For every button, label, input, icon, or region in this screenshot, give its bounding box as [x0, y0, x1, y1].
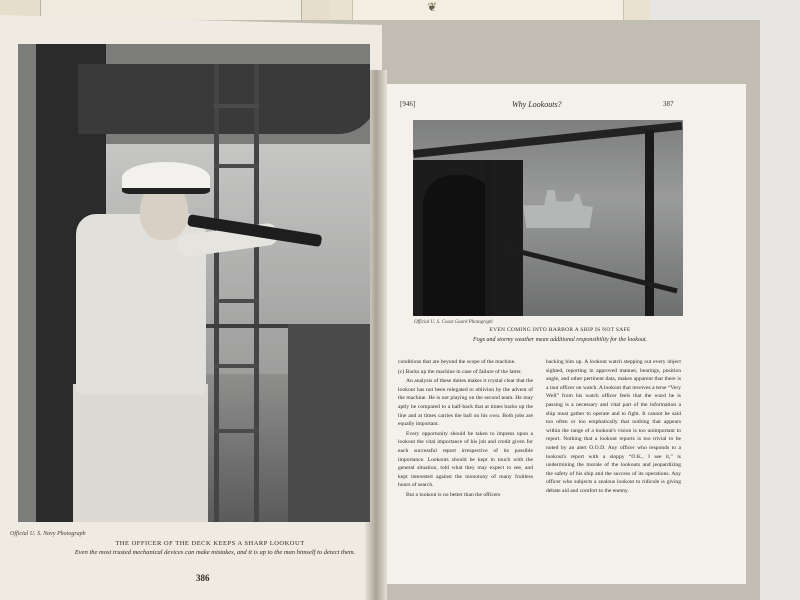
text-column-left [398, 358, 533, 501]
paragraph: An analysis of these duties makes it crystal clear that the lookout has not been relegated to oblivion by the advent of the machine. He is not playing on the second team. He may aptly be compared to a half-back that at times backs up the line and at times carries the ball on his own. Both jobs are equally important. [398, 378, 533, 428]
officer-legs [73, 384, 208, 522]
ladder-rung [214, 164, 259, 168]
deck-cabinet [288, 324, 370, 522]
ladder-rung [214, 299, 259, 303]
ship-photograph [413, 120, 683, 316]
left-caption-subtitle: Even the most trusted mechanical devices can make mistakes, and it is up to the man himself to detect them. [74, 549, 356, 556]
running-head-title: Why Lookouts? [512, 100, 562, 109]
photo-canopy [78, 64, 370, 134]
photo-lookout-figure [423, 175, 493, 316]
right-photo-credit: Official U. S. Coast Guard Photograph [414, 320, 493, 325]
officer-cap [122, 162, 210, 194]
running-head-year: [946] [400, 100, 416, 108]
right-page-number: 387 [663, 100, 674, 108]
ladder-rail [254, 64, 259, 522]
paragraph: But a lookout is no better than the officers [406, 491, 501, 498]
paragraph: Every opportunity should be taken to impress upon a lookout the vital importance of his job and credit given for each successful report irrespective of its possible importance. Lookouts should be kept in touch with the general situation, told what they may expect to see, and kept interested against the monotony of many fruitless hours of search. [398, 430, 533, 489]
right-caption-subtitle: Fogs and stormy weather mean additional responsibility for the lookout. [472, 337, 648, 343]
ornament-icon: ❦ [426, 0, 438, 14]
photo-post [645, 130, 654, 316]
photo-post [485, 160, 493, 316]
left-photo-credit: Official U. S. Navy Photograph [10, 531, 86, 537]
left-page-number: 386 [196, 573, 210, 583]
left-caption-title: THE OFFICER OF THE DECK KEEPS A SHARP LOOKOUT [115, 540, 305, 547]
paragraph: (c) Backs up the machine in case of failure of the latter. [398, 368, 522, 375]
ladder-rung [214, 429, 259, 433]
ladder-rail [214, 64, 219, 522]
photo-ship [523, 190, 593, 228]
paragraph: conditions that are beyond the scope of the machine. [398, 359, 516, 365]
ladder-rung [214, 104, 259, 108]
ladder-rung [214, 364, 259, 368]
paragraph: backing him up. A lookout watch stepping out every object sighted, reporting in approved manner, bearings, position angle, and other pertinent data, makes apparent that there is a taut officer on watch. A lookout that receives a terse “Very Well” from his watch officer feels that the word he is passing is a necessary and vital part of the information a ship must gather to operate and to fight. It cannot be said too often or too emphatically that nothing that appears within the range of a lookout's vision is too unimportant to report. Nothing that a lookout reports is too trivial to be noted by an alert O.O.D. Any officer who responds to a lookout's report with a sloppy “O.K., I see it,” is undermining the morale of the lookouts and jeopardizing the safety of his ship and the success of its operations. Any officer who subjects a zealous lookout to ridicule is giving debate aid and comfort to the enemy. [546, 359, 681, 494]
right-caption-title: EVEN COMING INTO HARBOR A SHIP IS NOT SAFE [489, 327, 631, 333]
officer-photograph [18, 44, 370, 522]
text-column-right [546, 358, 681, 497]
photo-beam [413, 122, 682, 158]
